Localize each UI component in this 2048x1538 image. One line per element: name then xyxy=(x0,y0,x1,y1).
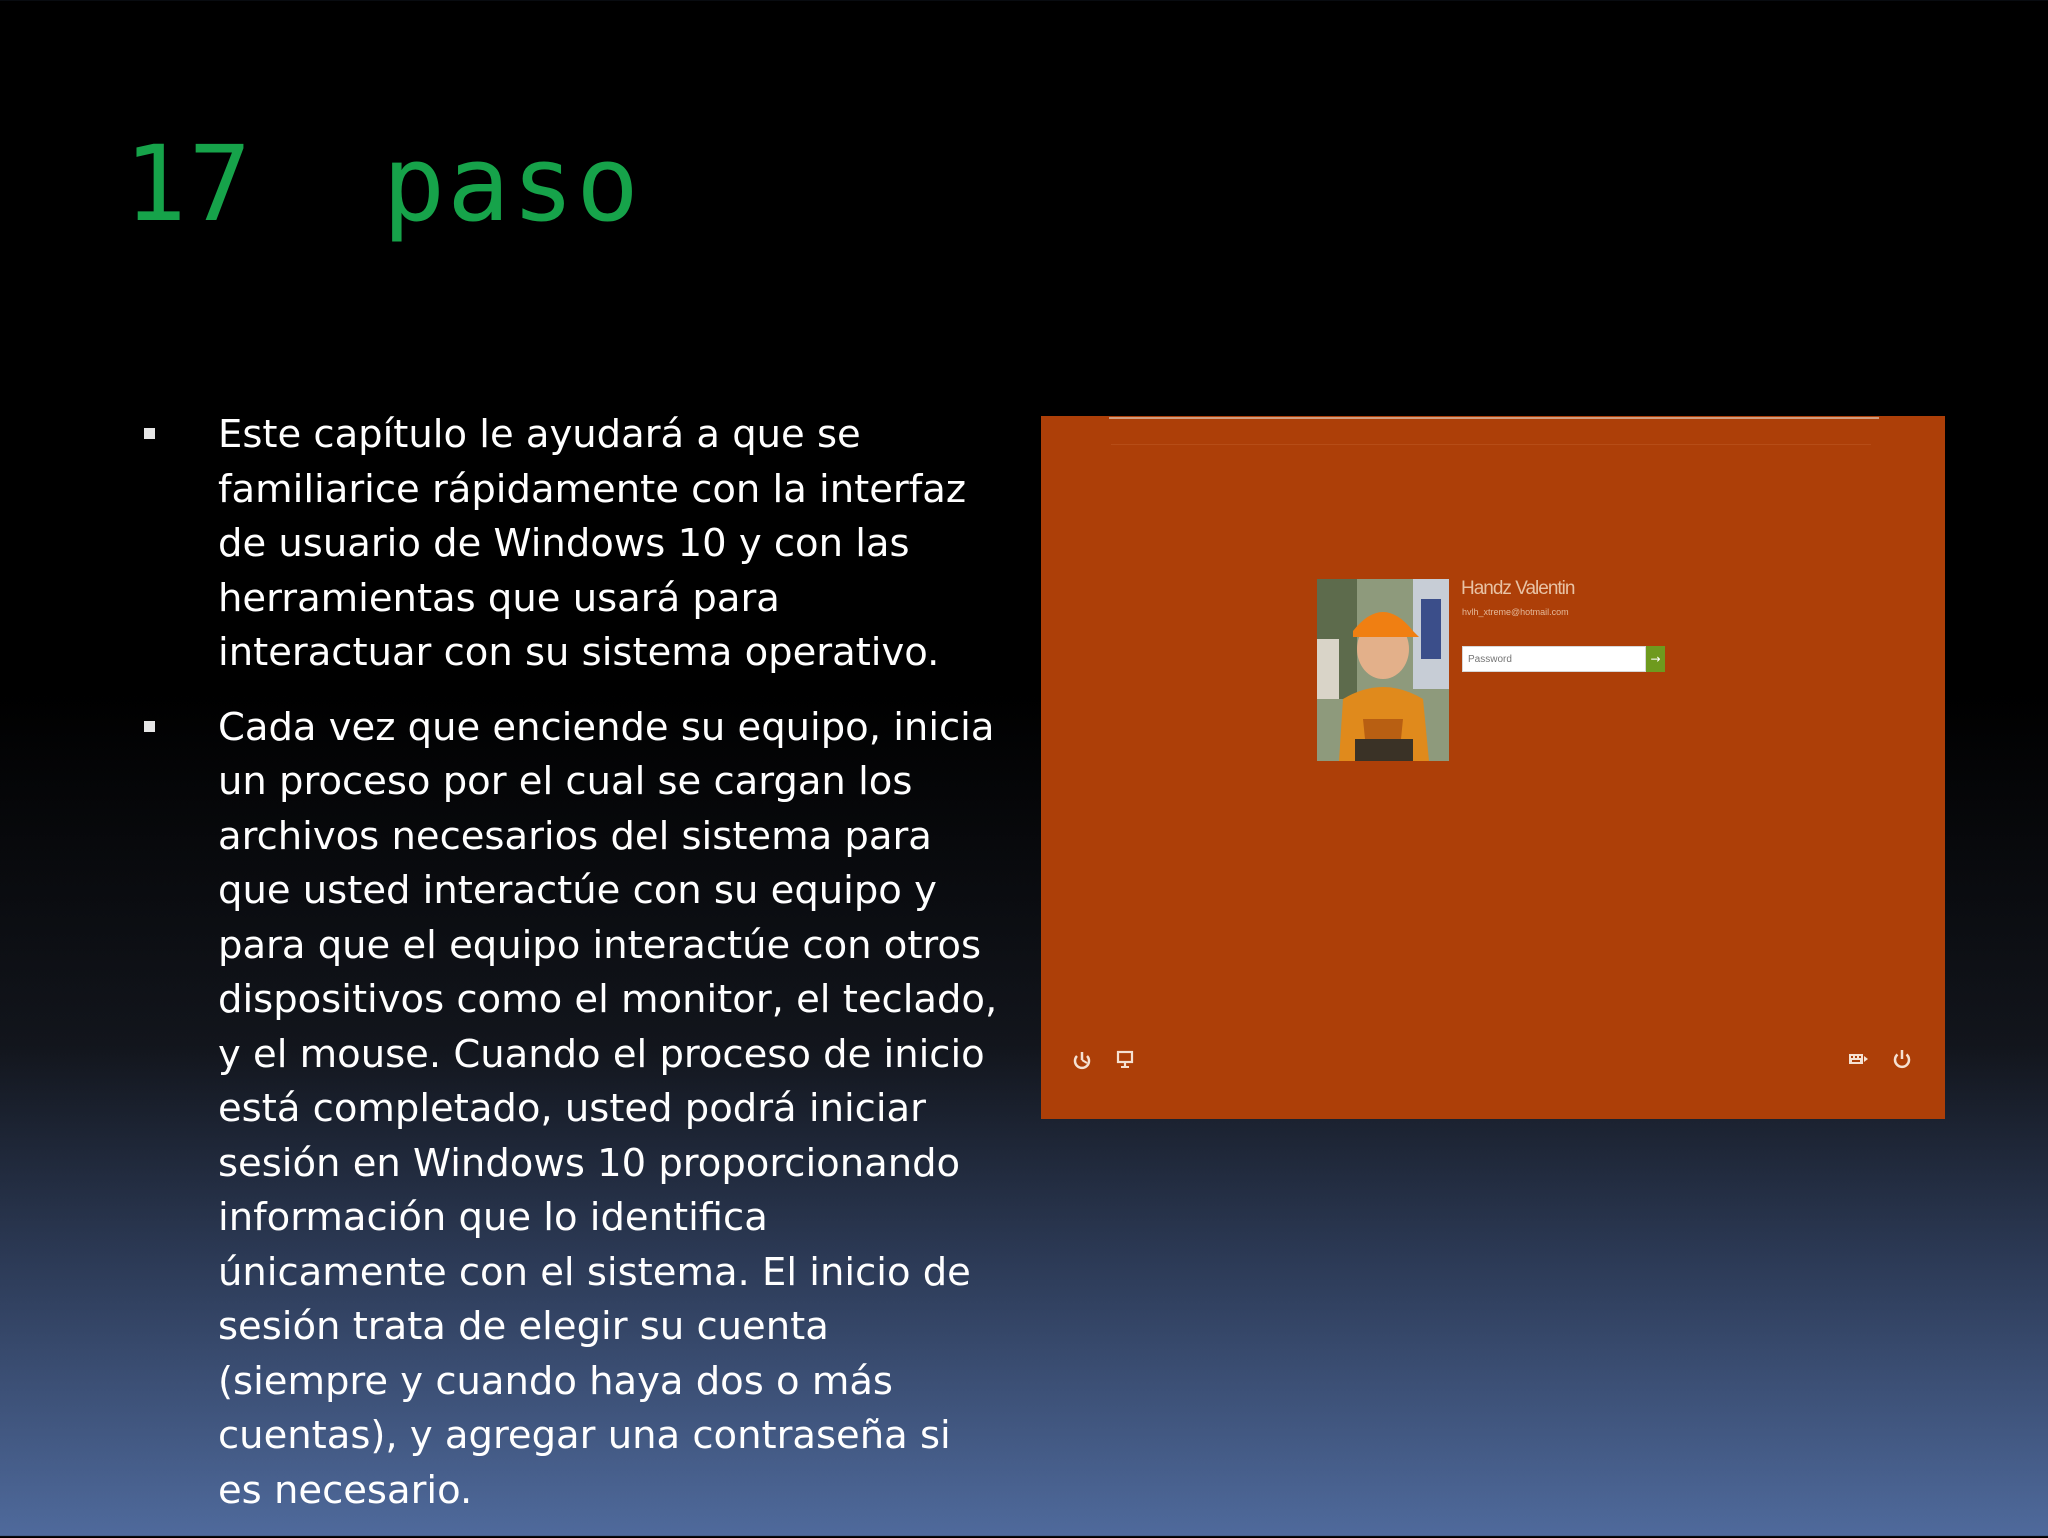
user-email: hvlh_xtreme@hotmail.com xyxy=(1462,607,1569,617)
keyboard-language-icon[interactable] xyxy=(1847,1048,1869,1070)
bullet-text: Cada vez que enciende su equipo, inicia un proceso por el cual se cargan los archivos necesarios del sistema para que usted interactúe con su equipo y para que el equipo interactúe con otros dispositivos como el monitor, el teclado, y el mouse. Cuando el proceso de inicio está completado, usted podrá iniciar sesión en Windows 10 proporcionando información que lo identifica únicamente con el sistema. El inicio de sesión trata de elegir su cuenta (siempre y cuando haya dos o más cuentas), y agregar una contraseña si es necesario. xyxy=(218,704,998,1513)
windows-login-screenshot xyxy=(1041,416,1945,1119)
ease-of-access-icon[interactable] xyxy=(1071,1048,1093,1070)
power-icon[interactable] xyxy=(1891,1048,1913,1070)
user-name: Handz Valentin xyxy=(1461,578,1575,599)
network-icon[interactable] xyxy=(1114,1048,1136,1070)
bullet-item xyxy=(140,408,1000,681)
user-avatar xyxy=(1317,579,1449,761)
top-divider-secondary xyxy=(1111,444,1871,445)
bullet-text: Este capítulo le ayudará a que se familiarice rápidamente con la interfaz de usuario de Windows 10 y con las herramientas que usará para interactuar con su sistema operativo. xyxy=(218,412,967,675)
avatar-photo-icon xyxy=(1317,579,1449,761)
bullet-square-icon xyxy=(144,721,155,732)
bullet-square-icon xyxy=(144,428,155,439)
top-divider xyxy=(1109,417,1879,419)
bullet-item xyxy=(140,701,1000,1519)
submit-button[interactable]: → xyxy=(1646,646,1665,672)
bullet-list xyxy=(140,408,1000,1538)
password-input[interactable] xyxy=(1462,646,1646,672)
slide-title: 17 paso xyxy=(124,123,641,245)
